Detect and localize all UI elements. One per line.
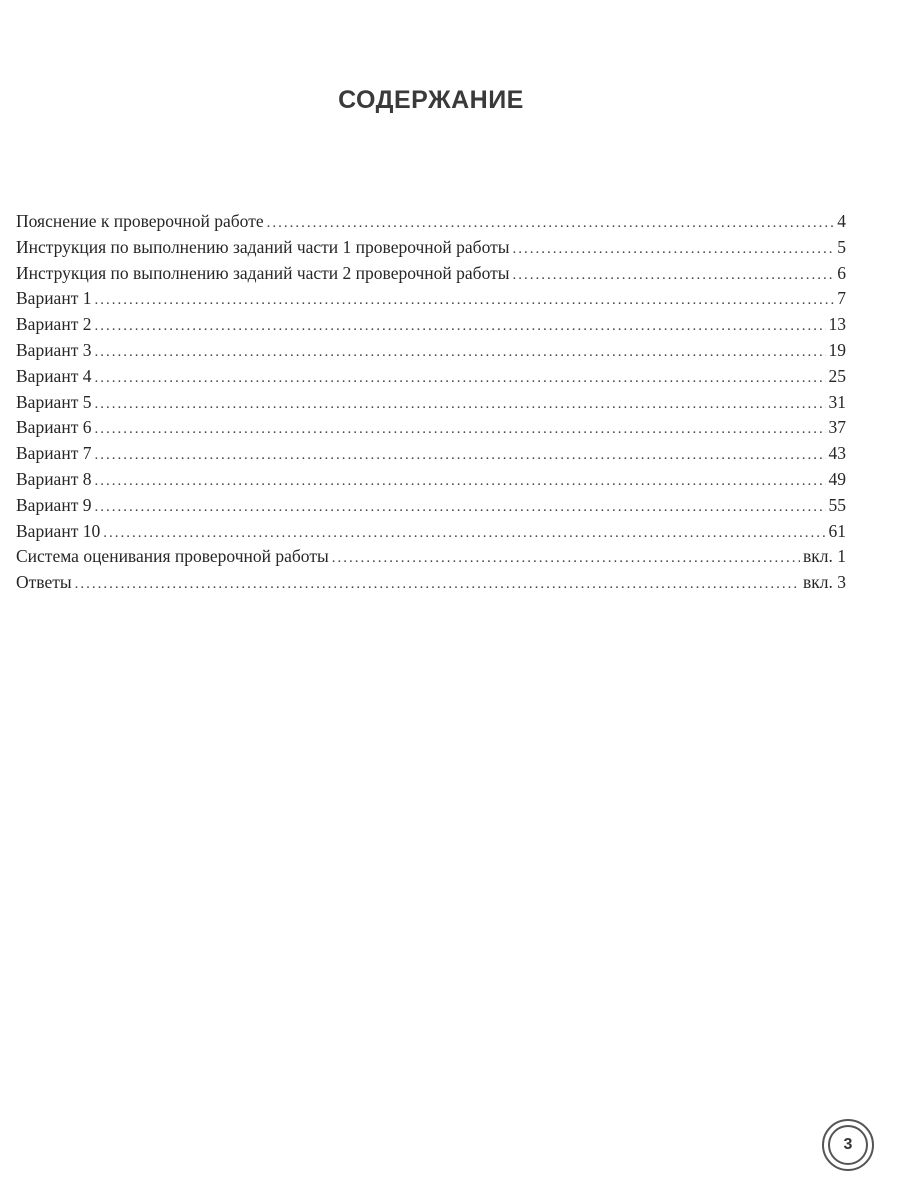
- toc-entry-label: Пояснение к проверочной работе: [16, 211, 264, 231]
- toc-leader-dots: [94, 469, 825, 495]
- toc-entry-page: 55: [828, 494, 846, 515]
- toc-entry-label: Вариант 2: [16, 314, 92, 335]
- toc-entry-page: 37: [828, 417, 846, 438]
- toc-entry-label: Система оценивания проверочной работы: [16, 546, 329, 567]
- toc-entry: [16, 312, 846, 338]
- toc-leader-dots: [94, 340, 825, 366]
- toc-entry-page: 13: [828, 314, 846, 335]
- toc-leader-dots: [332, 546, 800, 572]
- toc-entry-label: Вариант 1: [16, 288, 92, 309]
- toc-entry-page: 61: [828, 520, 846, 541]
- toc-leader-dots: [513, 237, 835, 263]
- toc-entry: [16, 493, 846, 519]
- page-title: СОДЕРЖАНИЕ: [338, 86, 524, 114]
- toc-entry: [16, 209, 846, 235]
- toc-leader-dots: [94, 392, 825, 418]
- toc-entry-page: 4: [837, 211, 846, 231]
- toc-entry: [16, 441, 846, 467]
- toc-entry: [16, 235, 846, 261]
- toc-entry-label: Инструкция по выполнению заданий части 2 проверочной работы: [16, 262, 510, 283]
- toc-entry-label: Вариант 4: [16, 365, 92, 386]
- toc-entry-page: 31: [828, 391, 846, 412]
- toc-entry-label: Вариант 10: [16, 520, 101, 541]
- toc-entry-page: 5: [837, 236, 846, 257]
- toc-leader-dots: [94, 443, 825, 469]
- toc-entry-page: вкл. 3: [803, 572, 846, 593]
- toc-entry-page: 7: [837, 288, 846, 309]
- page-number: 3: [828, 1125, 868, 1165]
- toc-entry-label: Вариант 7: [16, 443, 92, 464]
- toc-leader-dots: [103, 521, 825, 547]
- toc-entry: [16, 467, 846, 493]
- toc-entry: [16, 390, 846, 416]
- toc-leader-dots: [513, 263, 835, 289]
- toc-entry-label: Вариант 5: [16, 391, 92, 412]
- toc-leader-dots: [94, 314, 825, 340]
- table-of-contents: [16, 209, 846, 596]
- toc-entry: [16, 286, 846, 312]
- toc-entry-page: 19: [828, 339, 846, 360]
- toc-entry-label: Инструкция по выполнению заданий части 1 проверочной работы: [16, 236, 510, 257]
- toc-entry-label: Ответы: [16, 572, 72, 593]
- toc-entry: [16, 544, 846, 570]
- toc-leader-dots: [94, 495, 825, 521]
- toc-entry-label: Вариант 3: [16, 339, 92, 360]
- toc-entry-page: 25: [828, 365, 846, 386]
- toc-leader-dots: [75, 572, 800, 598]
- toc-leader-dots: [94, 366, 825, 392]
- toc-leader-dots: [94, 288, 834, 314]
- toc-entry-label: Вариант 8: [16, 468, 92, 489]
- toc-entry: [16, 338, 846, 364]
- toc-leader-dots: [267, 211, 835, 237]
- toc-entry-page: вкл. 1: [803, 546, 846, 567]
- toc-entry-label: Вариант 6: [16, 417, 92, 438]
- toc-entry-page: 6: [837, 262, 846, 283]
- toc-leader-dots: [94, 417, 825, 443]
- toc-entry-page: 49: [828, 468, 846, 489]
- toc-entry-label: Вариант 9: [16, 494, 92, 515]
- toc-entry-page: 43: [828, 443, 846, 464]
- toc-entry: [16, 261, 846, 287]
- toc-entry: [16, 415, 846, 441]
- toc-entry: [16, 570, 846, 596]
- page-number-badge: [822, 1119, 874, 1171]
- toc-entry: [16, 519, 846, 545]
- toc-entry: [16, 364, 846, 390]
